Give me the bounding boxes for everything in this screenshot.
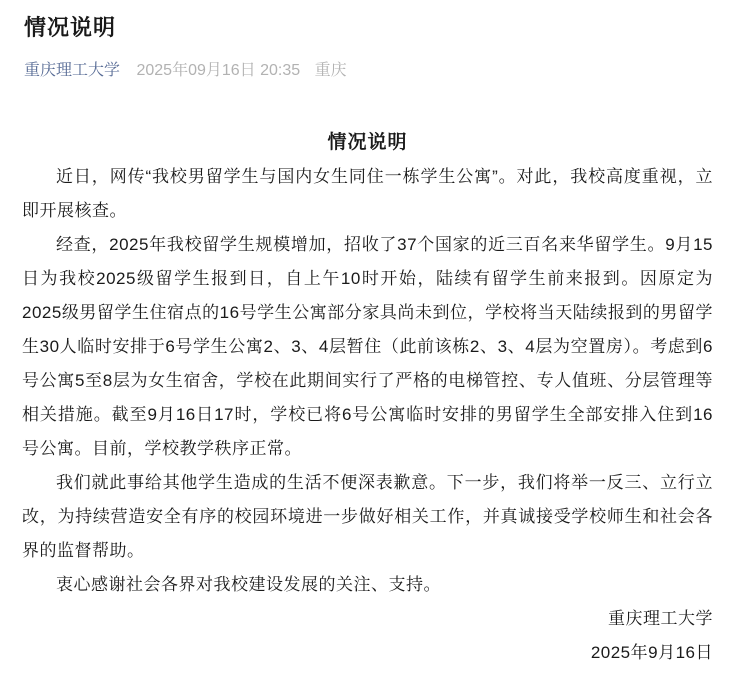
signature-date: 2025年9月16日	[590, 643, 713, 662]
page-title: 情况说明	[24, 15, 117, 40]
paragraph-apology: 我们就此事给其他学生造成的生活不便深表歉意。下一步，我们将举一反三、立行立改，为持续营造安全有序的校园环境进一步做好相关工作，并真诚接受学校师生和社会各界的监督帮助。	[22, 473, 713, 560]
byline	[24, 61, 711, 81]
publish-time: 2025年09月16日 20:35	[136, 62, 301, 79]
account-name-link[interactable]: 重庆理工大学	[24, 62, 121, 79]
article-body	[0, 81, 735, 670]
publish-location: 重庆	[314, 62, 347, 79]
article-header	[0, 0, 735, 81]
article-title: 情况说明	[327, 132, 408, 153]
paragraph-thanks: 衷心感谢社会各界对我校建设发展的关注、支持。	[56, 575, 441, 594]
paragraph-investigation: 经查，2025年我校留学生规模增加，招收了37个国家的近三百名来华留学生。9月15日为我校2025级留学生报到日，自上午10时开始，陆续有留学生前来报到。因原定为2025级男留学生住宿点的16号学生公寓部分家具尚未到位，学校将当天陆续报到的男留学生30人临时安排于6号学生公寓2、3、4层暂住（此前该栋2、3、4层为空置房）。考虑到6号公寓5至8层为女生宿舍，学校在此期间实行了严格的电梯管控、专人值班、分层管理等相关措施。截至9月16日17时，学校已将6号公寓临时安排的男留学生全部安排入住到16号公寓。目前，学校教学秩序正常。	[22, 235, 713, 458]
paragraph-intro: 近日，网传“我校男留学生与国内女生同住一栋学生公寓”。对此，我校高度重视，立即开展核查。	[22, 167, 713, 220]
signature-org: 重庆理工大学	[608, 609, 713, 628]
